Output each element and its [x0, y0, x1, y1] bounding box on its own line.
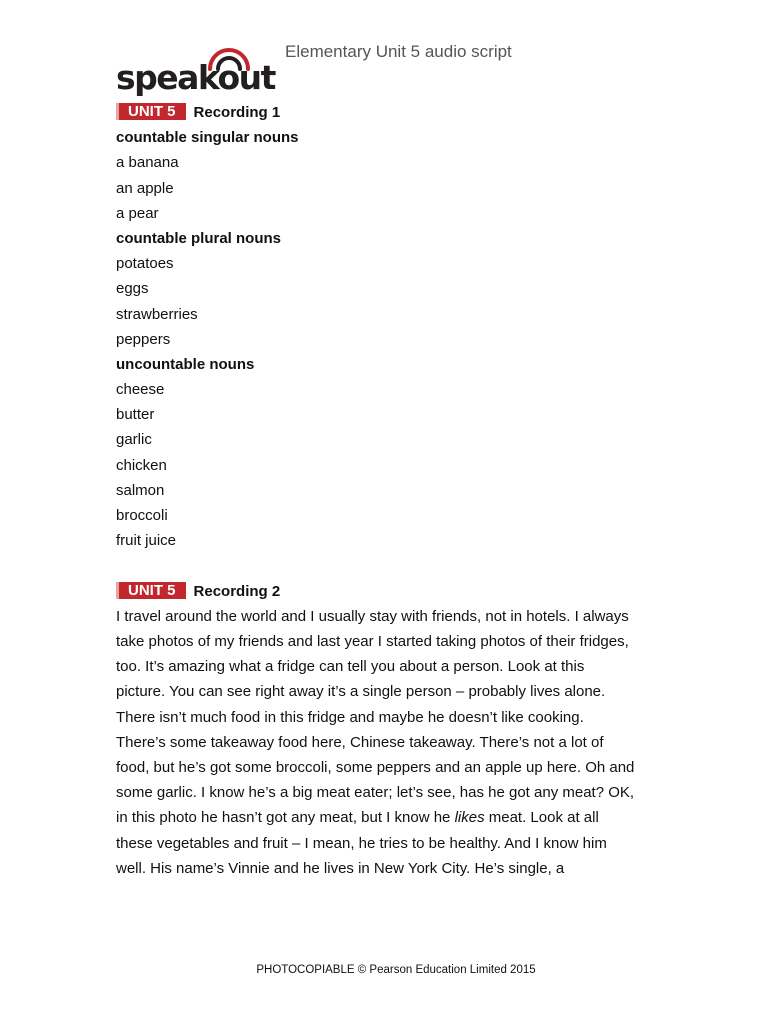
list-item: an apple: [116, 179, 174, 197]
audio-script-content: [116, 100, 656, 881]
list-item: salmon: [116, 481, 165, 499]
logo-wordmark: speakout: [116, 58, 275, 97]
text-segment: meat. Look at all: [484, 809, 599, 827]
list-item: butter: [116, 406, 155, 424]
recording-1-heading: [116, 100, 656, 125]
list-item: peppers: [116, 330, 171, 348]
transcript-paragraph: [116, 604, 656, 881]
list-item: eggs: [116, 280, 149, 298]
list-item: fruit juice: [116, 532, 177, 550]
transcript-line: There’s some takeaway food here, Chinese takeaway. There’s not a lot of: [116, 733, 604, 751]
transcript-line: take photos of my friends and last year I started taking photos of their fridges,: [116, 632, 629, 650]
emphasized-word: likes: [454, 809, 485, 827]
speakout-logo: [116, 48, 276, 98]
signal-arcs-icon: [204, 48, 254, 72]
transcript-line: I travel around the world and I usually stay with friends, not in hotels. I always: [116, 607, 629, 625]
transcript-line: picture. You can see right away it’s a single person – probably lives alone.: [116, 683, 606, 701]
section-heading: countable plural nouns: [116, 229, 282, 247]
section-heading: uncountable nouns: [116, 355, 255, 373]
text-segment: in this photo he hasn’t got any meat, but I know he: [116, 809, 455, 827]
section-heading: countable singular nouns: [116, 129, 299, 147]
transcript-line: food, but he’s got some broccoli, some peppers and an apple up here. Oh and: [116, 758, 635, 776]
transcript-line: well. His name’s Vinnie and he lives in New York City. He’s single, a: [116, 859, 565, 877]
list-item: strawberries: [116, 305, 198, 323]
recording-2-heading: [116, 579, 656, 604]
recording-label: Recording 2: [193, 582, 281, 600]
list-item: chicken: [116, 456, 167, 474]
unit-badge: UNIT 5: [116, 582, 186, 599]
transcript-line: too. It’s amazing what a fridge can tell you about a person. Look at this: [116, 658, 585, 676]
transcript-line: There isn’t much food in this fridge and maybe he doesn’t like cooking.: [116, 708, 584, 726]
list-item: broccoli: [116, 507, 168, 524]
unit-badge: UNIT 5: [116, 103, 186, 120]
transcript-line: some garlic. I know he’s a big meat eater; let’s see, has he got any meat? OK,: [116, 784, 635, 802]
list-item: a banana: [116, 154, 179, 172]
footer-copyright: PHOTOCOPIABLE © Pearson Education Limited 2015: [256, 964, 536, 976]
list-item: potatoes: [116, 255, 174, 273]
transcript-line: these vegetables and fruit – I mean, he tries to be healthy. And I know him: [116, 834, 607, 852]
list-item: garlic: [116, 431, 152, 449]
transcript-line: [116, 805, 656, 830]
recording-label: Recording 1: [193, 104, 281, 121]
list-item: a pear: [116, 204, 159, 222]
document-title: Elementary Unit 5 audio script: [285, 42, 512, 61]
list-item: cheese: [116, 381, 165, 399]
